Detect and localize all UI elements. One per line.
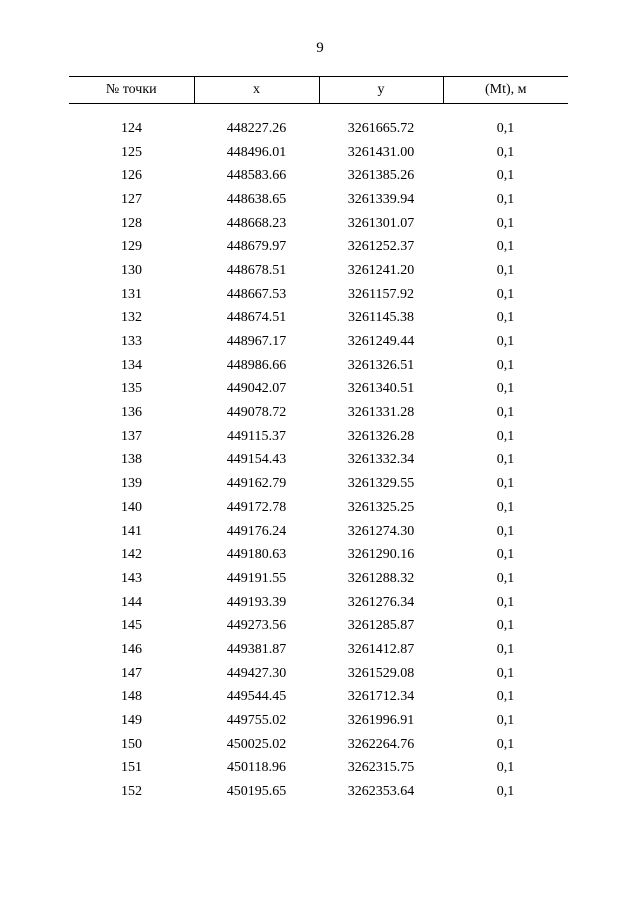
cell-y: 3261529.08 (347, 665, 415, 681)
cell-accuracy: 0,1 (496, 191, 515, 207)
cell-y: 3261252.37 (347, 239, 415, 255)
cell-accuracy: 0,1 (496, 405, 515, 421)
cell-x: 449755.02 (226, 713, 287, 729)
cell-x: 449172.78 (226, 499, 287, 515)
cell-y: 3261996.91 (347, 713, 415, 729)
cell-x: 448986.66 (226, 357, 287, 373)
table-row (69, 354, 568, 378)
table-row (69, 330, 568, 354)
cell-accuracy: 0,1 (496, 452, 515, 468)
cell-point-number: 146 (121, 641, 142, 657)
cell-y: 3261431.00 (347, 144, 415, 160)
cell-y: 3261385.26 (347, 168, 415, 184)
table-row (69, 378, 568, 402)
table-row (69, 212, 568, 236)
cell-x: 450195.65 (226, 784, 287, 800)
cell-accuracy: 0,1 (496, 286, 515, 302)
cell-point-number: 137 (121, 428, 142, 444)
cell-accuracy: 0,1 (496, 357, 515, 373)
cell-accuracy: 0,1 (496, 784, 515, 800)
table-row (69, 449, 568, 473)
cell-y: 3261331.28 (347, 405, 415, 421)
header-row (69, 77, 568, 104)
cell-point-number: 143 (121, 570, 142, 586)
cell-x: 448668.23 (226, 215, 287, 231)
table-row (69, 733, 568, 757)
table-row (69, 141, 568, 165)
cell-y: 3261712.34 (347, 689, 415, 705)
cell-accuracy: 0,1 (496, 594, 515, 610)
cell-point-number: 152 (121, 784, 142, 800)
cell-x: 448638.65 (226, 191, 287, 207)
cell-accuracy: 0,1 (496, 570, 515, 586)
cell-point-number: 145 (121, 618, 142, 634)
cell-point-number: 148 (121, 689, 142, 705)
cell-accuracy: 0,1 (496, 618, 515, 634)
table-header (69, 77, 568, 104)
cell-y: 3261325.25 (347, 499, 415, 515)
cell-x: 448227.26 (226, 120, 287, 136)
cell-accuracy: 0,1 (496, 641, 515, 657)
cell-accuracy: 0,1 (496, 168, 515, 184)
cell-point-number: 135 (121, 381, 142, 397)
cell-point-number: 144 (121, 594, 142, 610)
table-row (69, 425, 568, 449)
cell-x: 448496.01 (226, 144, 287, 160)
cell-x: 450118.96 (227, 760, 286, 776)
cell-y: 3261326.28 (347, 428, 415, 444)
header-y: y (319, 77, 443, 104)
cell-x: 449115.37 (227, 428, 286, 444)
table-row (69, 164, 568, 188)
cell-point-number: 130 (121, 262, 142, 278)
table-row (69, 662, 568, 686)
table-row (69, 307, 568, 331)
cell-point-number: 136 (121, 405, 142, 421)
cell-accuracy: 0,1 (496, 760, 515, 776)
table-row (69, 496, 568, 520)
cell-point-number: 127 (121, 191, 142, 207)
cell-point-number: 126 (121, 168, 142, 184)
cell-accuracy: 0,1 (496, 523, 515, 539)
cell-accuracy: 0,1 (496, 547, 515, 563)
cell-accuracy: 0,1 (496, 499, 515, 515)
cell-y: 3261301.07 (347, 215, 415, 231)
cell-point-number: 124 (121, 120, 142, 136)
table-row (69, 638, 568, 662)
cell-accuracy: 0,1 (496, 239, 515, 255)
cell-point-number: 147 (121, 665, 142, 681)
cell-y: 3261329.55 (347, 476, 415, 492)
coordinates-table (69, 76, 568, 804)
cell-y: 3261290.16 (347, 547, 415, 563)
header-accuracy: (Mt), м (443, 77, 568, 104)
table-row (69, 472, 568, 496)
table-row (69, 188, 568, 212)
cell-accuracy: 0,1 (496, 689, 515, 705)
cell-point-number: 133 (121, 334, 142, 350)
cell-point-number: 131 (121, 286, 142, 302)
cell-y: 3261249.44 (347, 334, 415, 350)
cell-accuracy: 0,1 (496, 476, 515, 492)
cell-accuracy: 0,1 (496, 736, 515, 752)
cell-point-number: 151 (121, 760, 142, 776)
cell-point-number: 149 (121, 713, 142, 729)
cell-x: 449154.43 (226, 452, 287, 468)
cell-x: 448667.53 (226, 286, 287, 302)
cell-point-number: 138 (121, 452, 142, 468)
cell-accuracy: 0,1 (496, 665, 515, 681)
cell-y: 3261665.72 (347, 120, 415, 136)
table-row (69, 709, 568, 733)
cell-y: 3261285.87 (347, 618, 415, 634)
cell-accuracy: 0,1 (496, 215, 515, 231)
cell-point-number: 140 (121, 499, 142, 515)
cell-x: 449381.87 (226, 641, 287, 657)
cell-point-number: 132 (121, 310, 142, 326)
page-number: 9 (316, 40, 324, 56)
table-row (69, 614, 568, 638)
cell-y: 3261276.34 (347, 594, 415, 610)
cell-x: 449176.24 (226, 523, 287, 539)
cell-x: 449191.55 (226, 570, 287, 586)
cell-y: 3261157.92 (348, 286, 414, 302)
cell-point-number: 150 (121, 736, 142, 752)
cell-x: 449273.56 (226, 618, 287, 634)
cell-point-number: 125 (121, 144, 142, 160)
cell-accuracy: 0,1 (496, 310, 515, 326)
cell-x: 449162.79 (226, 476, 287, 492)
table-row (69, 401, 568, 425)
cell-y: 3261274.30 (347, 523, 415, 539)
cell-point-number: 134 (121, 357, 142, 373)
cell-y: 3262264.76 (347, 736, 415, 752)
table-row (69, 567, 568, 591)
cell-y: 3261241.20 (347, 262, 415, 278)
cell-point-number: 129 (121, 239, 142, 255)
table-row (69, 520, 568, 544)
cell-x: 448678.51 (226, 262, 287, 278)
cell-point-number: 142 (121, 547, 142, 563)
table-row (69, 235, 568, 259)
cell-accuracy: 0,1 (496, 713, 515, 729)
table-row (69, 283, 568, 307)
table-row (69, 686, 568, 710)
cell-y: 3261145.38 (348, 310, 414, 326)
cell-point-number: 139 (121, 476, 142, 492)
cell-y: 3261412.87 (347, 641, 415, 657)
cell-point-number: 128 (121, 215, 142, 231)
header-point-number: № точки (69, 77, 194, 104)
table-row (69, 543, 568, 567)
cell-x: 448583.66 (226, 168, 287, 184)
table-row (69, 780, 568, 804)
cell-x: 449078.72 (226, 405, 287, 421)
cell-y: 3261340.51 (347, 381, 415, 397)
table-row (69, 259, 568, 283)
cell-x: 448967.17 (226, 334, 287, 350)
header-x: x (194, 77, 319, 104)
cell-accuracy: 0,1 (496, 144, 515, 160)
cell-y: 3261332.34 (347, 452, 415, 468)
cell-x: 450025.02 (226, 736, 287, 752)
cell-accuracy: 0,1 (496, 262, 515, 278)
cell-x: 448674.51 (226, 310, 287, 326)
cell-x: 448679.97 (226, 239, 287, 255)
cell-accuracy: 0,1 (496, 381, 515, 397)
table-row (69, 117, 568, 141)
cell-y: 3262315.75 (347, 760, 415, 776)
cell-accuracy: 0,1 (496, 428, 515, 444)
cell-accuracy: 0,1 (496, 334, 515, 350)
cell-x: 449193.39 (226, 594, 287, 610)
cell-y: 3261326.51 (347, 357, 415, 373)
cell-accuracy: 0,1 (496, 120, 515, 136)
header-spacer (69, 104, 568, 118)
cell-x: 449427.30 (226, 665, 287, 681)
cell-y: 3262353.64 (347, 784, 415, 800)
cell-y: 3261288.32 (347, 570, 415, 586)
table-row (69, 591, 568, 615)
cell-x: 449042.07 (226, 381, 287, 397)
table-row (69, 757, 568, 781)
cell-x: 449180.63 (226, 547, 287, 563)
cell-point-number: 141 (121, 523, 142, 539)
cell-y: 3261339.94 (347, 191, 415, 207)
cell-x: 449544.45 (226, 689, 287, 705)
table-body (69, 104, 568, 804)
